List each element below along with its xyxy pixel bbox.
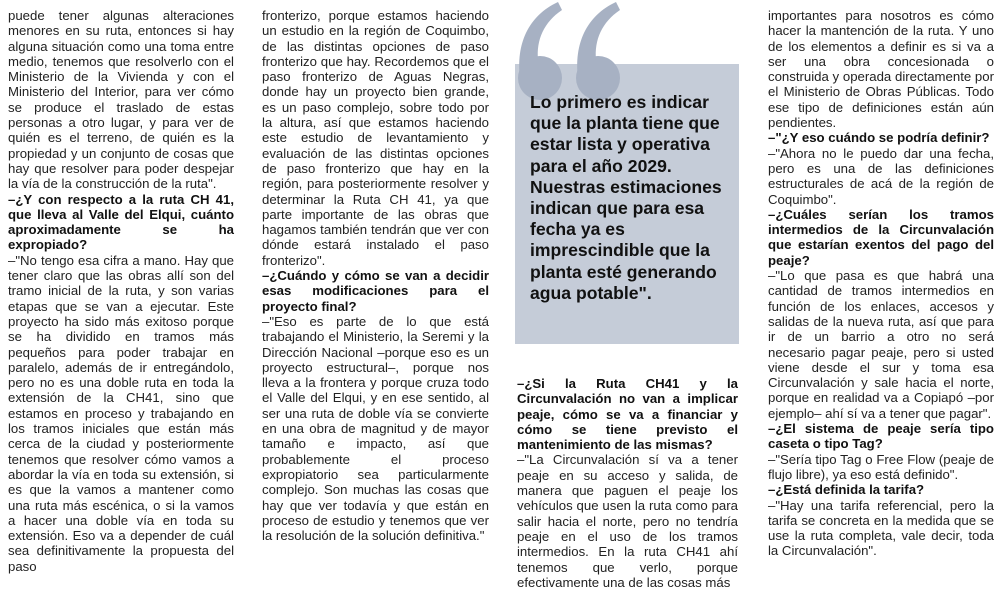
interview-question: –¿Si la Ruta CH41 y la Circunvalación no van a implicar peaje, cómo se va a financiar y cómo se tiene previsto el mantenimiento de las mismas? xyxy=(517,376,738,453)
paragraph: importantes para nosotros es cómo hacer la mantención de la ruta. Y uno de los elementos a definir es si va a ser una obra concesionada o construida y operada directamente por el Ministerio de Obras Públicas. Todo ese tipo de definiciones están aún pendientes. xyxy=(768,8,994,131)
interview-answer: –"Lo que pasa es que habrá una cantidad de tramos intermedios en función de los enlaces, accesos y salidas de la nueva ruta, así que para ir de un barrio a otro no será necesario pagar peaje, pero si usted viene desde el sur y toma esa Circunvalación y sale hacia el norte, porque en realidad va a Copiapó –por ejemplo– ahí sí va a tener que pagar". xyxy=(768,268,994,421)
interview-answer: –"No tengo esa cifra a mano. Hay que tener claro que las obras allí son del tramo inicial de la ruta, y son varias etapas que se van a ejecutar. Este proyecto ha sido más exitoso porque se ha dividido en tramos más pequeños para poder trabajar en paralelo, además de ir entregándolo, pero no es una doble ruta en toda la extensión de la CH41, sino que estamos en proceso y trabajando en los tramos iniciales que están más cerca de la ciudad y posteriormente tenemos que resolver cómo vamos a abordar la vía en toda su extensión, si es que la vamos a mantener como una ruta más escénica, o si la vamos a hacer una doble vía en toda su extensión. Eso va a depender de cuál sea definitivamente la propuesta del paso xyxy=(8,252,234,574)
article-column-4 xyxy=(768,8,994,559)
article-column-1 xyxy=(8,8,234,574)
pull-quote-text: Lo primero es indicar que la planta tiene que estar lista y operativa para el año 2029. Nuestras estimaciones indican que para esa fecha ya es imprescindible que la planta esté generando agua potable". xyxy=(530,92,722,303)
interview-answer: –"Eso es parte de lo que está trabajando el Ministerio, la Seremi y la Dirección Nacional –porque eso es un proyecto estructural–, porque nos lleva a la frontera y porque cruza todo el Valle del Elqui, y en ese sentido, al ser una ruta de doble vía se convierte en una obra de magnitud y de mayor tamaño e impacto, así que probablemente el proceso expropiatorio sea particularmente complejo. Son muchas las cosas que hay que ver todavía y que están en proceso de estudio y tenemos que ver la resolución de la solución definitiva." xyxy=(262,313,489,544)
interview-question: –¿Está definida la tarifa? xyxy=(768,482,925,498)
interview-answer: –"Sería tipo Tag o Free Flow (peaje de flujo libre), ya eso está definido". xyxy=(768,451,994,482)
paragraph: puede tener algunas alteraciones menores en su ruta, entonces si hay alguna situación como una toma entre medio, tenemos que resolverlo con el Ministerio de la Vivienda y con el Ministerio del Interior, para ver cómo se produce el traslado de estas personas a otro lugar, y para ver de quién es el terreno, de quién es la propiedad y un conjunto de cosas que hay que resolver para poder despejar la vía de la construcción de la ruta". xyxy=(8,8,234,192)
interview-question: –¿Cuáles serían los tramos intermedios de la Circunvalación que estarían exentos del pago del peaje? xyxy=(768,206,994,268)
interview-question: –¿Y con respecto a la ruta CH 41, que lleva al Valle del Elqui, cuánto aproximadamente se ha expropiado? xyxy=(8,191,234,253)
paragraph: fronterizo, porque estamos haciendo un estudio en la región de Coquimbo, de las distintas opciones de paso fronterizo que hay. Recordemos que el paso fronterizo de Aguas Negras, donde hay un proyecto bien grande, es un paso complejo, sobre todo por la altura, así que estamos haciendo este estudio de levantamiento y evaluación de las distintas opciones de paso fronterizo que hay en la región, para posteriormente resolver y determinar la Ruta CH 41, ya que parte importante de las obras que hagamos también tendrán que ver con dónde estará instalado el paso fronterizo". xyxy=(262,8,489,268)
article-column-2 xyxy=(262,8,489,543)
interview-answer: –"La Circunvalación sí va a tener peaje en su acceso y salida, de manera que paguen el peaje los vehículos que usen la ruta como para salir hacia el norte, pero no tendría peaje en el uso de los tramos intermedios. En la ruta CH41 ahí tenemos que verlo, porque efectivamente una de las cosas más xyxy=(517,452,738,590)
interview-answer: –"Hay una tarifa referencial, pero la tarifa se concreta en la medida que se use la ruta completa, vale decir, toda la Circunvalación". xyxy=(768,497,994,559)
quotation-mark-icon xyxy=(512,0,632,104)
interview-answer: –"Ahora no le puedo dar una fecha, pero es una de las definiciones estructurales de acá de la región de Coquimbo". xyxy=(768,145,994,207)
interview-question: –"¿Y eso cuándo se podría definir? xyxy=(768,130,990,146)
interview-question: –¿Cuándo y cómo se van a decidir esas modificaciones para el proyecto final? xyxy=(262,268,489,314)
article-column-3 xyxy=(517,376,738,590)
interview-question: –¿El sistema de peaje sería tipo caseta o tipo Tag? xyxy=(768,421,994,452)
